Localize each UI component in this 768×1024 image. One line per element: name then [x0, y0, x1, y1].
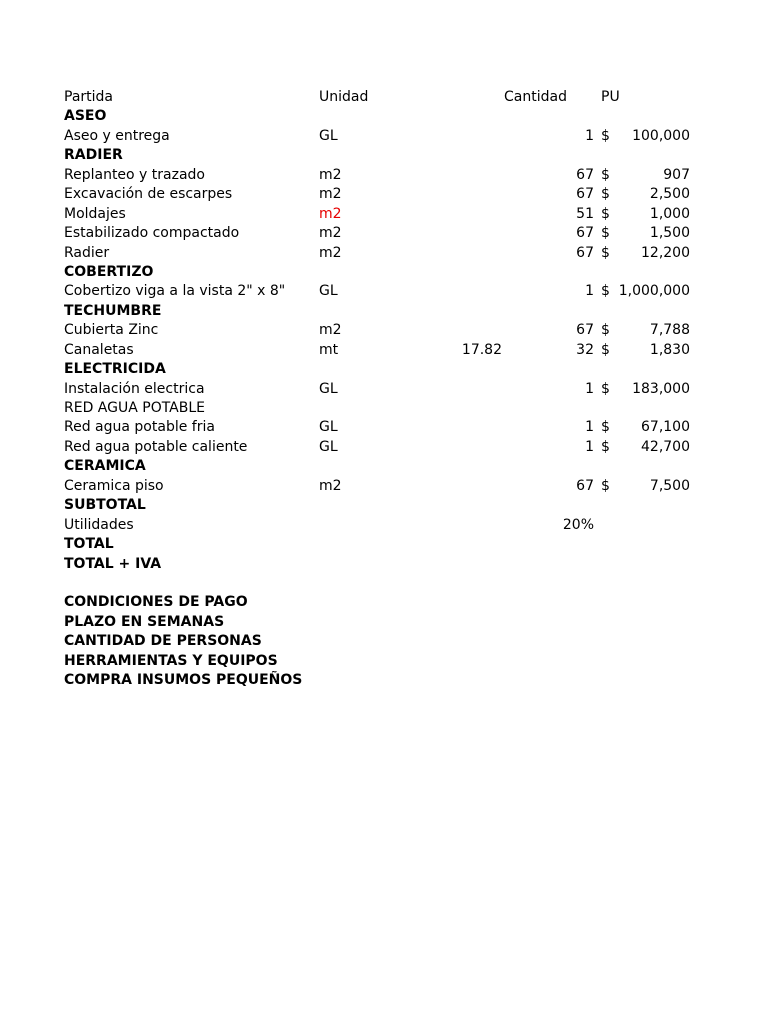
item-row [0, 516, 768, 535]
budget-sheet [0, 88, 768, 691]
header-cantidad: Cantidad [504, 89, 567, 105]
item-row [0, 477, 768, 496]
row-description: Replanteo y trazado [64, 166, 205, 183]
row-currency-symbol: $ [601, 419, 610, 436]
row-unit-price: 183,000 [632, 380, 690, 397]
row-unit-price: 907 [663, 166, 690, 183]
row-quantity: 67 [576, 477, 594, 494]
row-quantity: 1 [585, 438, 594, 455]
row-description: Instalación electrica [64, 380, 205, 397]
item-row [0, 205, 768, 224]
section-row [0, 555, 768, 574]
row-description: TECHUMBRE [64, 302, 162, 319]
row-currency-symbol: $ [601, 283, 610, 300]
row-quantity: 67 [576, 322, 594, 339]
item-row [0, 418, 768, 437]
row-unit-price: 12,200 [641, 244, 690, 261]
row-unit-price: 7,500 [649, 477, 690, 494]
row-unit: GL [319, 380, 338, 397]
item-row [0, 127, 768, 146]
row-currency-symbol: $ [601, 127, 610, 144]
row-unit: GL [319, 419, 338, 436]
item-row [0, 166, 768, 185]
row-description: ASEO [64, 108, 107, 125]
row-currency-symbol: $ [601, 166, 610, 183]
section-row [0, 613, 768, 632]
row-currency-symbol: $ [601, 438, 610, 455]
item-row [0, 321, 768, 340]
row-quantity: 67 [576, 166, 594, 183]
row-currency-symbol: $ [601, 380, 610, 397]
budget-rows [0, 107, 768, 690]
section-row [0, 535, 768, 554]
row-quantity: 32 [576, 341, 594, 358]
row-currency-symbol: $ [601, 225, 610, 242]
row-description: Cobertizo viga a la vista 2" x 8" [64, 283, 286, 300]
row-unit-price: 7,788 [649, 322, 690, 339]
header-pu: PU [601, 89, 620, 105]
section-row [0, 632, 768, 651]
section-row [0, 107, 768, 126]
item-row [0, 282, 768, 301]
row-quantity: 1 [585, 283, 594, 300]
row-unit: m2 [319, 225, 342, 242]
section-row [0, 263, 768, 282]
row-currency-symbol: $ [601, 477, 610, 494]
header-partida: Partida [64, 89, 113, 105]
row-description: Moldajes [64, 205, 126, 222]
section-row [0, 593, 768, 612]
row-unit: GL [319, 283, 338, 300]
row-description: Canaletas [64, 341, 134, 358]
row-description: RADIER [64, 147, 123, 164]
row-description: Red agua potable fria [64, 419, 215, 436]
row-description: RED AGUA POTABLE [64, 400, 206, 416]
row-unit-price: 67,100 [641, 419, 690, 436]
row-description: Estabilizado compactado [64, 225, 240, 242]
row-unit: m2 [319, 244, 342, 261]
row-quantity: 1 [585, 127, 594, 144]
row-description: PLAZO EN SEMANAS [64, 613, 225, 630]
row-unit: mt [319, 341, 339, 358]
section-row [0, 457, 768, 476]
row-unit: GL [319, 127, 338, 144]
row-quantity: 67 [576, 225, 594, 242]
section-row [0, 360, 768, 379]
row-description: COBERTIZO [64, 263, 154, 280]
row-description: TOTAL [64, 536, 114, 553]
row-unit: m2 [319, 205, 342, 222]
row-description: Utilidades [64, 516, 134, 533]
row-unit: GL [319, 438, 338, 455]
row-description: CANTIDAD DE PERSONAS [64, 633, 262, 650]
row-quantity: 67 [576, 244, 594, 261]
item-row [0, 399, 768, 418]
row-unit: m2 [319, 322, 342, 339]
row-quantity: 1 [585, 419, 594, 436]
row-description: Aseo y entrega [64, 127, 170, 144]
row-unit: m2 [319, 166, 342, 183]
row-description: Ceramica piso [64, 477, 164, 494]
section-row [0, 496, 768, 515]
item-row [0, 438, 768, 457]
row-unit-price: 1,000,000 [618, 283, 690, 300]
item-row [0, 380, 768, 399]
row-description: CERAMICA [64, 458, 146, 475]
row-quantity: 20% [562, 516, 594, 533]
section-row [0, 302, 768, 321]
header-row [0, 88, 768, 107]
row-unit-price: 1,500 [649, 225, 690, 242]
row-description: TOTAL + IVA [64, 555, 162, 572]
row-description: CONDICIONES DE PAGO [64, 594, 248, 611]
header-unidad: Unidad [319, 89, 369, 105]
item-row [0, 185, 768, 204]
item-row [0, 341, 768, 360]
row-unit-price: 1,000 [649, 205, 690, 222]
row-unit: m2 [319, 477, 342, 494]
row-currency-symbol: $ [601, 186, 610, 203]
row-quantity: 51 [576, 205, 594, 222]
row-currency-symbol: $ [601, 341, 610, 358]
row-description: Radier [64, 244, 110, 261]
section-row [0, 652, 768, 671]
row-unit-price: 1,830 [649, 341, 690, 358]
section-row [0, 671, 768, 690]
row-unit: m2 [319, 186, 342, 203]
row-unit-price: 100,000 [632, 127, 690, 144]
spacer-row [0, 574, 768, 593]
item-row [0, 244, 768, 263]
row-description: Red agua potable caliente [64, 438, 248, 455]
row-description: HERRAMIENTAS Y EQUIPOS [64, 652, 278, 669]
row-description: Excavación de escarpes [64, 186, 233, 203]
row-unit-price: 2,500 [649, 186, 690, 203]
row-description: ELECTRICIDA [64, 361, 166, 378]
row-description: Cubierta Zinc [64, 322, 159, 339]
row-unit-price: 42,700 [641, 438, 690, 455]
section-row [0, 146, 768, 165]
row-description: SUBTOTAL [64, 497, 146, 514]
row-currency-symbol: $ [601, 205, 610, 222]
row-description: COMPRA INSUMOS PEQUEÑOS [64, 672, 303, 689]
row-currency-symbol: $ [601, 244, 610, 261]
row-currency-symbol: $ [601, 322, 610, 339]
row-quantity: 67 [576, 186, 594, 203]
row-quantity: 1 [585, 380, 594, 397]
row-extra-value: 17.82 [461, 341, 502, 358]
item-row [0, 224, 768, 243]
